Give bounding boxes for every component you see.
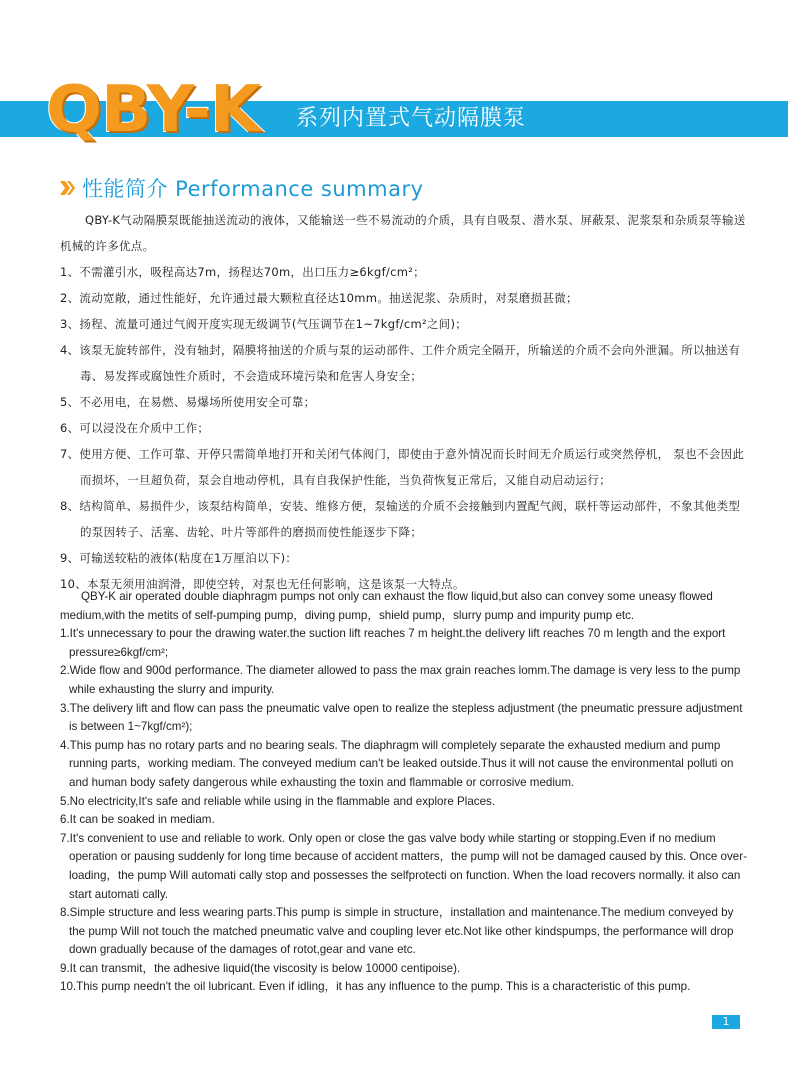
en-intro: QBY-K air operated double diaphragm pumps not only can exhaust the flow liquid,but also can convey some uneasy flowed medium,with the metits of self-pumping pump，diving pump，shield pump，slurry pump and impurity pump etc. (60, 590, 713, 622)
en-item-5: 5.No electricity,It's safe and reliable while using in the flammable and explore Places. (60, 794, 496, 808)
en-item-1: 1.It's unnecessary to pour the drawing water.the suction lift reaches 7 m height.the delivery lift reaches 70 m length and the export pressure≥6kgf/cm²; (60, 627, 726, 659)
zh-item-9: 9、可输送较粘的液体(粘度在1万厘泊以下)： (60, 551, 298, 565)
en-item-10: 10.This pump needn't the oil lubricant. Even if idling，it has any influence to the pump. This is a characteristic of this pump. (60, 980, 691, 994)
zh-item-7: 7、使用方便、工作可靠、开停只需简单地打开和关闭气体阀门，即使由于意外情况而长时间无介质运行或突然停机， 泵也不会因此而损坏，一旦超负荷，泵会自地动停机，具有自我保护性能，当负荷恢复正常后，又能自动启动运行； (60, 447, 745, 487)
zh-item-5: 5、不必用电，在易燃、易爆场所使用安全可靠； (60, 395, 316, 409)
section-title: 性能简介 Performance summary (82, 177, 424, 201)
zh-item-6: 6、可以浸没在介质中工作； (60, 421, 210, 435)
en-item-6: 6.It can be soaked in mediam. (60, 813, 215, 827)
chinese-summary (60, 207, 750, 597)
en-item-4: 4.This pump has no rotary parts and no bearing seals. The diaphragm will completely separate the exhausted medium and pump running parts，working mediam. The conveyed medium can't be leaked outside.Thus it will not cause the environmental polluti on and human body safety dangerous while exhausting the toxin and flammable or corrosive medium. (60, 738, 734, 789)
en-item-2: 2.Wide flow and 900d performance. The diameter allowed to pass the max grain reaches lomm.The damage is very less to the pump while exhausting the slurry and impurity. (60, 664, 741, 696)
english-summary (60, 588, 750, 997)
zh-item-10: 10、本泵无须用油润滑，即使空转，对泵也无任何影响，这是该泵一大特点。 (60, 577, 465, 591)
zh-intro: QBY-K气动隔膜泵既能抽送流动的液体，又能输送一些不易流动的介质，具有自吸泵、潜水泵、屏蔽泵、泥浆泵和杂质泵等输送机械的许多优点。 (60, 213, 746, 253)
zh-item-2: 2、流动宽敞，通过性能好，允许通过最大颗粒直径达10mm。抽送泥浆、杂质时，对泵磨损甚微； (60, 291, 578, 305)
double-chevron-right-icon (60, 180, 76, 196)
zh-item-1: 1、不需灌引水，吸程高达7m，扬程达70m，出口压力≥6kgf/cm²； (60, 265, 425, 279)
series-subtitle: 系列内置式气动隔膜泵 (296, 106, 527, 131)
zh-item-4: 4、该泵无旋转部件，没有轴封，隔膜将抽送的介质与泵的运动部件、工件介质完全隔开，所输送的介质不会向外泄漏。所以抽送有毒、易发挥或腐蚀性介质时，不会造成环境污染和危害人身安全； (60, 343, 741, 383)
en-item-8: 8.Simple structure and less wearing parts.This pump is simple in structure，installation and maintenance.The medium conveyed by the pump Will not touch the matched pneumatic valve and coupling lever etc.Not like other kindspumps, the performance will drop down gradually because of the damages of rotot,gear and vane etc. (60, 906, 734, 957)
brand-logo: QBY-K (46, 73, 261, 147)
en-item-9: 9.It can transmit，the adhesive liquid(the viscosity is below 10000 centipoise). (60, 961, 461, 975)
en-item-7: 7.It's convenient to use and reliable to work. Only open or close the gas valve body while starting or stopping.Even if no medium operation or pausing suddenly for long time because of accident matters，the pump will not be damaged caused by this. Once over-loading，the pump Will automati cally stop and possesses the selfprotecti on function. When the load recovers normally. it also can start automati cally. (60, 831, 747, 901)
zh-item-8: 8、结构简单、易损件少，该泵结构简单，安装、维修方便，泵输送的介质不会接触到内置配气阀，联杆等运动部件，不象其他类型的泵因转子、活塞、齿轮、叶片等部件的磨损而使性能逐步下降； (60, 499, 741, 539)
section-header (60, 174, 424, 202)
zh-item-3: 3、扬程、流量可通过气阀开度实现无级调节(气压调节在1~7kgf/cm²之间)； (60, 317, 468, 331)
en-item-3: 3.The delivery lift and flow can pass the pneumatic valve open to realize the stepless adjustment (the pneumatic pressure adjustment is between 1~7kgf/cm²); (60, 701, 743, 734)
page-number: 1 (712, 1015, 740, 1029)
